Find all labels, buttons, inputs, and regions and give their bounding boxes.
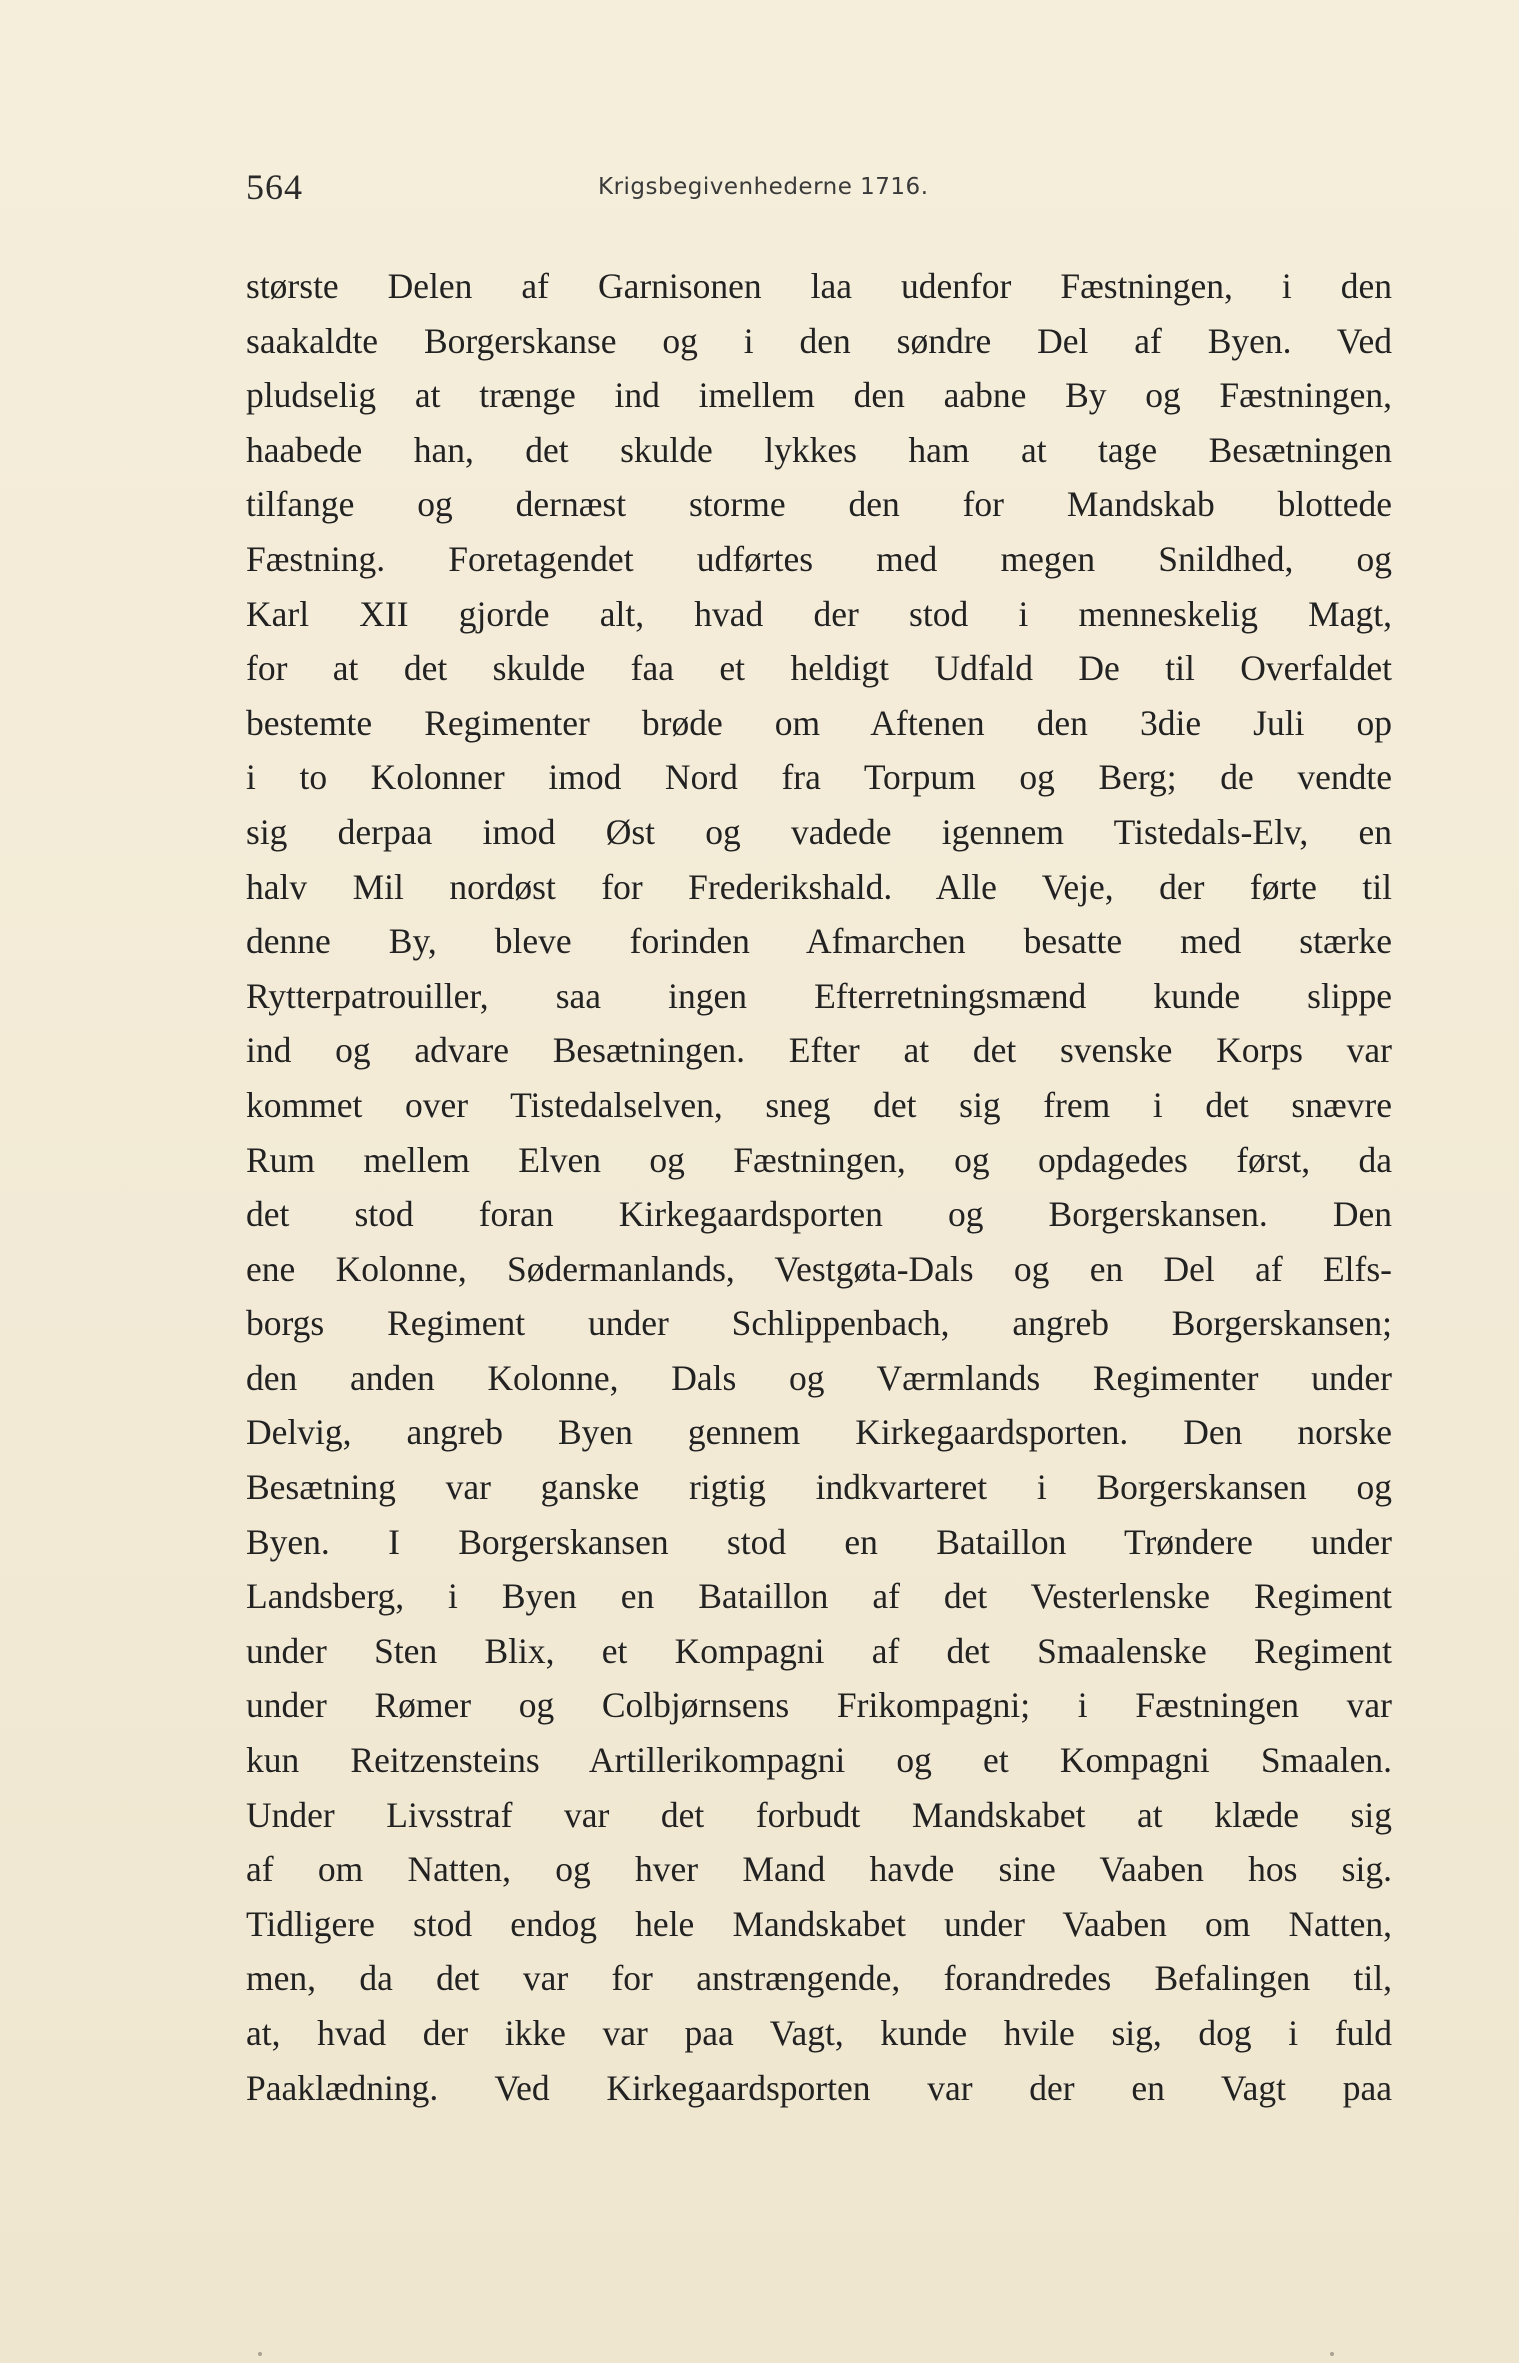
text-line: Fæstning. Foretagendet udførtes med megen Snildhed, og: [246, 538, 1392, 579]
text-line: denne By, bleve forinden Afmarchen besatte med stærke: [246, 921, 1392, 962]
text-line: det stod foran Kirkegaardsporten og Borgerskansen. Den: [246, 1194, 1392, 1235]
page-header: [246, 166, 1392, 216]
text-line: den anden Kolonne, Dals og Værmlands Regimenter under: [246, 1357, 1392, 1398]
text-line: haabede han, det skulde lykkes ham at tage Besætningen: [246, 429, 1392, 470]
page-number: 564: [246, 167, 303, 207]
text-line: Rum mellem Elven og Fæstningen, og opdagedes først, da: [246, 1139, 1392, 1180]
text-line: Paaklædning. Ved Kirkegaardsporten var der en Vagt paa: [246, 2067, 1392, 2108]
text-line: Delvig, angreb Byen gennem Kirkegaardsporten. Den norske: [246, 1412, 1392, 1453]
text-line: under Rømer og Colbjørnsens Frikompagni; i Fæstningen var: [246, 1685, 1392, 1726]
text-line: under Sten Blix, et Kompagni af det Smaalenske Regiment: [246, 1630, 1392, 1671]
text-line: Tidligere stod endog hele Mandskabet under Vaaben om Natten,: [246, 1903, 1392, 1944]
running-head: Krigsbegivenhederne 1716.: [598, 174, 929, 200]
text-line: største Delen af Garnisonen laa udenfor Fæstningen, i den: [246, 266, 1392, 306]
text-line: men, da det var for anstrængende, forandredes Befalingen til,: [246, 1958, 1392, 1999]
text-line: halv Mil nordøst for Frederikshald. Alle Veje, der førte til: [246, 866, 1392, 907]
text-line: at, hvad der ikke var paa Vagt, kunde hvile sig, dog i fuld: [246, 2013, 1392, 2053]
paper-speck: [1330, 2352, 1334, 2356]
text-line: saakaldte Borgerskanse og i den søndre Del af Byen. Ved: [246, 320, 1392, 361]
text-line: Karl XII gjorde alt, hvad der stod i menneskelig Magt,: [246, 593, 1392, 634]
text-line: borgs Regiment under Schlippenbach, angreb Borgerskansen;: [246, 1303, 1392, 1344]
text-line: tilfange og dernæst storme den for Mandskab blottede: [246, 484, 1392, 525]
text-line: pludselig at trænge ind imellem den aabne By og Fæstningen,: [246, 375, 1392, 416]
text-line: for at det skulde faa et heldigt Udfald De til Overfaldet: [246, 648, 1392, 689]
text-line: ind og advare Besætningen. Efter at det svenske Korps var: [246, 1030, 1392, 1071]
text-line: i to Kolonner imod Nord fra Torpum og Berg; de vendte: [246, 757, 1392, 798]
text-line: af om Natten, og hver Mand havde sine Vaaben hos sig.: [246, 1849, 1392, 1890]
text-line: Under Livsstraf var det forbudt Mandskabet at klæde sig: [246, 1794, 1392, 1835]
text-line: Rytterpatrouiller, saa ingen Efterretningsmænd kunde slippe: [246, 975, 1392, 1016]
text-line: bestemte Regimenter brøde om Aftenen den 3die Juli op: [246, 702, 1392, 743]
text-line: Byen. I Borgerskansen stod en Bataillon Trøndere under: [246, 1521, 1392, 1562]
text-line: Landsberg, i Byen en Bataillon af det Vesterlenske Regiment: [246, 1576, 1392, 1617]
text-line: kommet over Tistedalselven, sneg det sig frem i det snævre: [246, 1084, 1392, 1125]
text-line: sig derpaa imod Øst og vadede igennem Tistedals-Elv, en: [246, 811, 1392, 852]
body-text: [246, 259, 1392, 2115]
paper-speck: [258, 2352, 262, 2356]
text-line: ene Kolonne, Sødermanlands, Vestgøta-Dals og en Del af Elfs-: [246, 1248, 1392, 1289]
text-line: Besætning var ganske rigtig indkvarteret i Borgerskansen og: [246, 1467, 1392, 1508]
text-line: kun Reitzensteins Artillerikompagni og et Kompagni Smaalen.: [246, 1740, 1392, 1781]
